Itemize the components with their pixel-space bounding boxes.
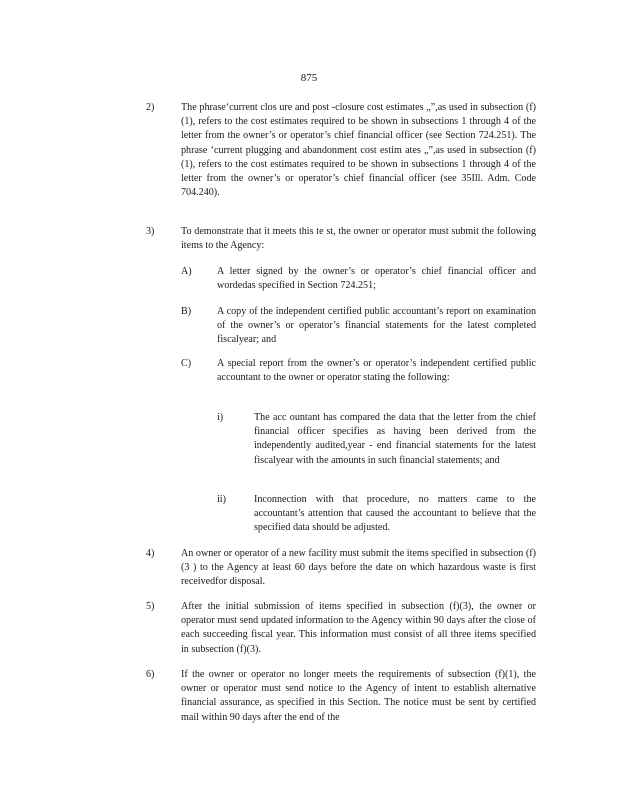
item-text: An owner or operator of a new facility must submit the items specified in subsection (f)(3 ) to the Agency at least 60 days before the date on which hazardous waste is first receivedfor disposal. (181, 548, 536, 588)
item-text: The acc ountant has compared the data that the letter from the chief financial officer specifies as having been derived from the independently audited,year - end financial statements for the latest fiscalyear with the amounts in such financial statements; and (254, 412, 536, 466)
page-number: 875 (300, 72, 318, 84)
item-number: 3) (146, 226, 155, 237)
item-number: A) (181, 266, 192, 277)
item-text: After the initial submission of items specified in subsection (f)(3), the owner or operator must send updated information to the Agency within 90 days after the close of each succeeding fiscal year. This information must consist of all three items specified in subsection (f)(3). (181, 601, 536, 655)
item-number: B) (181, 306, 192, 317)
item-number: 6) (146, 669, 155, 680)
item-text: To demonstrate that it meets this te st, the owner or operator must submit the following items to the Agency: (181, 226, 536, 252)
item-text: The phrase‘current clos ure and post -closure cost estimates „”,as used in subsection (f)(1), refers to the cost estimates required to be shown in subsections 1 through 4 of the letter from the owner’s or operator’s chief financial officer (see Section 724.251). The phrase ‘current plugging and abandonment cost estim ates „”,as used in subsection (f)(1), refers to the cost estimates required to be shown in subsections 1 through 4 of the letter from the owner’s or operator’s chief financial officer (see 35Ill. Adm. Code 704.240). (181, 102, 536, 199)
item-text: A special report from the owner’s or operator’s independent certified public accountant to the owner or operator stating the following: (217, 358, 536, 384)
item-number: C) (181, 358, 192, 369)
item-number: 5) (146, 601, 155, 612)
item-text: A letter signed by the owner’s or operator’s chief financial officer and wordedas specified in Section 724.251; (217, 266, 536, 292)
item-text: Inconnection with that procedure, no matters came to the accountant’s attention that caused the accountant to believe that the specified data should be adjusted. (254, 494, 536, 534)
item-text: If the owner or operator no longer meets the requirements of subsection (f)(1), the owner or operator must send notice to the Agency of intent to establish alternative financial assurance, as specified in this Section. The notice must be sent by certified mail within 90 days after the end of the (181, 669, 536, 723)
item-number: 4) (146, 548, 155, 559)
item-text: A copy of the independent certified public accountant’s report on examination of the owner’s or operator’s financial statements for the latest completed fiscalyear; and (217, 306, 536, 346)
item-number: 2) (146, 102, 155, 113)
item-number: i) (217, 412, 224, 423)
item-number: ii) (217, 494, 226, 505)
